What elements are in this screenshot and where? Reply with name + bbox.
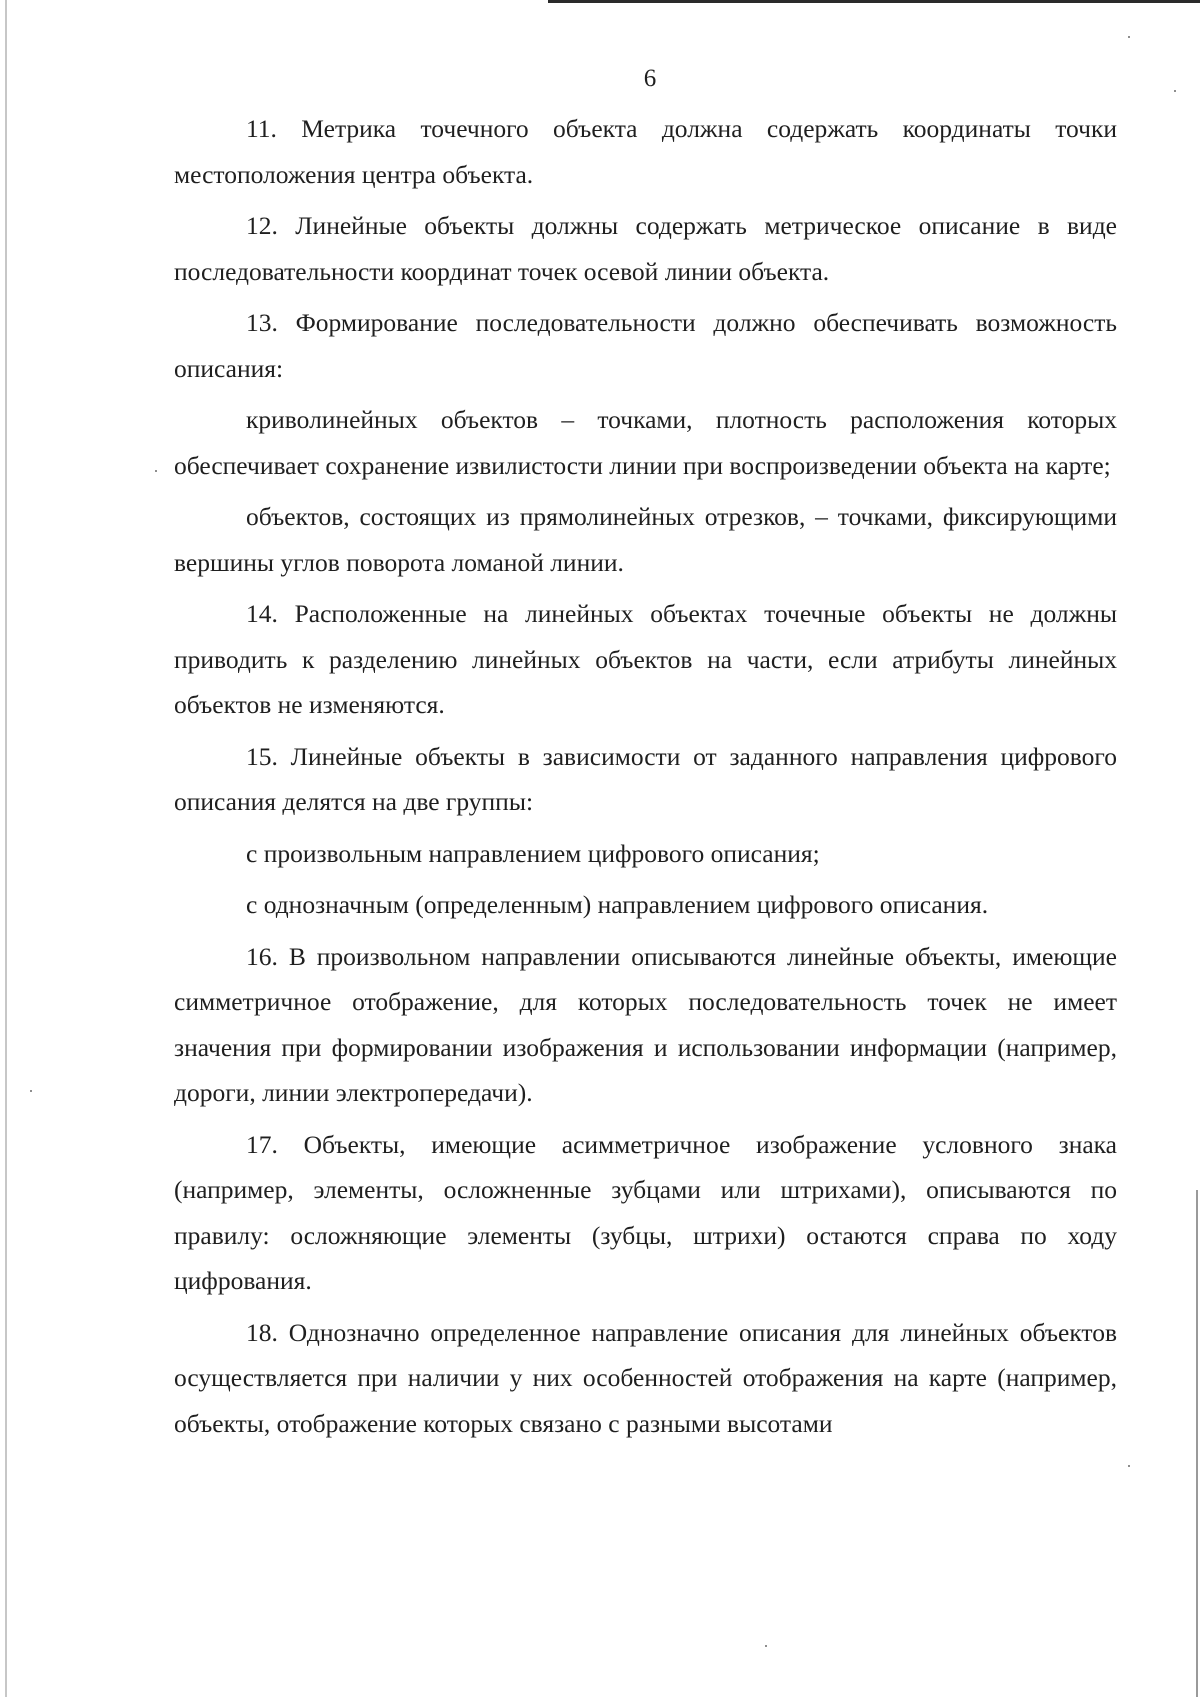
scan-top-edge-line: [548, 0, 1200, 3]
paragraph-14: 14. Расположенные на линейных объектах точечные объекты не должны приводить к разделению линейных объектов на части, если атрибуты линейных объектов не изменяются.: [174, 599, 1117, 719]
scan-left-edge-line: [5, 0, 7, 1697]
scan-speck: [1128, 1465, 1130, 1467]
paragraph-11: 11. Метрика точечного объекта должна содержать координаты точки местоположения центра объекта.: [174, 114, 1117, 189]
paragraph-17: 17. Объекты, имеющие асимметричное изображение условного знака (например, элементы, осложненные зубцами или штрихами), описываются по правилу: осложняющие элементы (зубцы, штрихи) остаются справа по ходу цифрования.: [174, 1129, 1117, 1295]
page-number: 6: [643, 65, 657, 92]
paragraph-18: 18. Однозначно определенное направление описания для линейных объектов осуществляется при наличии у них особенностей отображения на карте (например, объекты, отображение которых связано с разными высотами: [174, 1317, 1117, 1438]
paragraph-13-curvilinear: криволинейных объектов – точками, плотность расположения которых обеспечивает сохранение извилистости линии при воспроизведении объекта на карте;: [174, 405, 1117, 480]
scan-speck: [1128, 36, 1130, 38]
scan-speck: [155, 470, 157, 472]
scan-right-edge-line: [1196, 1190, 1198, 1697]
paragraph-12: 12. Линейные объекты должны содержать метрическое описание в виде последовательности координат точек осевой линии объекта.: [174, 211, 1117, 286]
paragraph-16: 16. В произвольном направлении описываются линейные объекты, имеющие симметричное отображение, для которых последовательность точек не имеет значения при формировании изображения и использовании информации (например, дороги, линии электропередачи).: [174, 941, 1117, 1107]
paragraph-13: 13. Формирование последовательности должно обеспечивать возможность описания:: [174, 308, 1117, 383]
paragraph-15: 15. Линейные объекты в зависимости от заданного направления цифрового описания делятся на две группы:: [174, 741, 1117, 816]
paragraph-15-arbitrary: с произвольным направлением цифрового описания;: [246, 838, 820, 868]
paragraph-13-straight-segments: объектов, состоящих из прямолинейных отрезков, – точками, фиксирующими вершины углов поворота ломаной линии.: [174, 502, 1117, 577]
document-body: [174, 106, 1117, 1452]
scan-speck: [30, 1090, 32, 1092]
scan-speck: [765, 1645, 767, 1647]
paragraph-15-unambiguous: с однозначным (определенным) направлением цифрового описания.: [246, 890, 989, 919]
